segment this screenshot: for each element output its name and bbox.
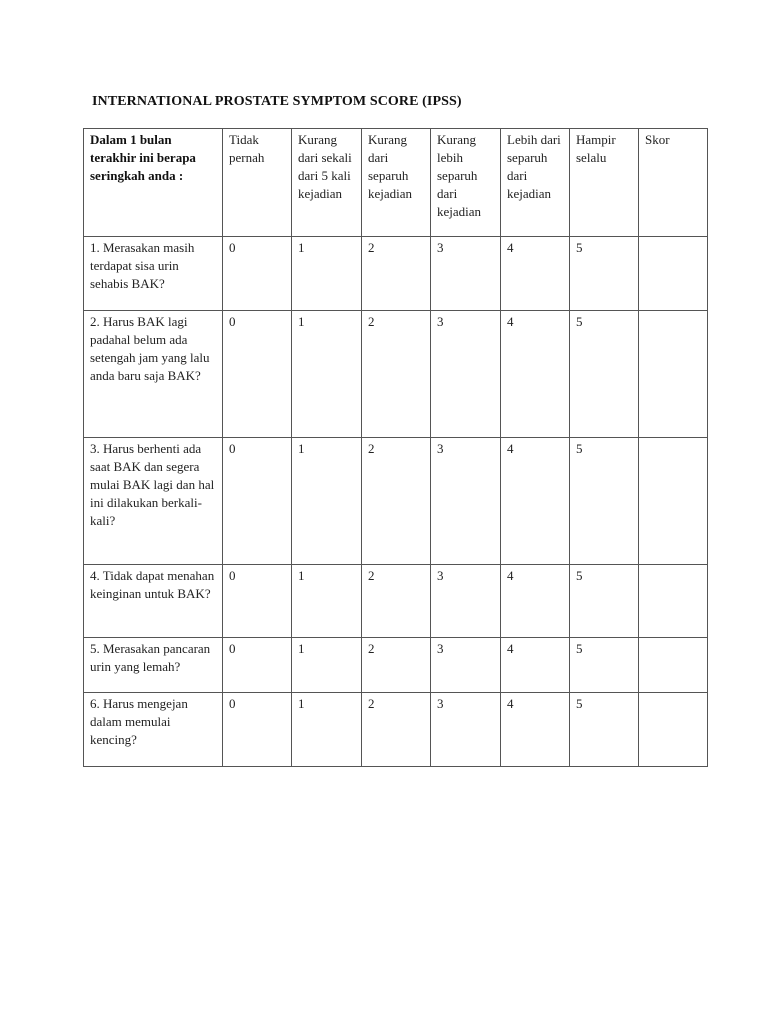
score-cell: 0 — [223, 638, 292, 693]
column-header-kurang-dari-sekali: Kurang dari sekali dari 5 kali kejadian — [292, 129, 362, 237]
question-cell: 4. Tidak dapat menahan keinginan untuk BAK? — [84, 565, 223, 638]
skor-cell[interactable] — [639, 311, 708, 438]
score-cell: 4 — [501, 693, 570, 767]
skor-cell[interactable] — [639, 638, 708, 693]
column-header-kurang-dari-separuh: Kurang dari separuh kejadian — [362, 129, 431, 237]
column-header-lebih-dari-separuh: Lebih dari separuh dari kejadian — [501, 129, 570, 237]
score-cell: 0 — [223, 693, 292, 767]
question-cell: 3. Harus berhenti ada saat BAK dan segera mulai BAK lagi dan hal ini dilakukan berkali-kali? — [84, 438, 223, 565]
score-cell: 1 — [292, 693, 362, 767]
question-cell: 5. Merasakan pancaran urin yang lemah? — [84, 638, 223, 693]
column-header-hampir-selalu: Hampir selalu — [570, 129, 639, 237]
score-cell: 5 — [570, 237, 639, 311]
score-cell: 5 — [570, 438, 639, 565]
score-cell: 4 — [501, 438, 570, 565]
score-cell: 5 — [570, 311, 639, 438]
score-cell: 4 — [501, 638, 570, 693]
score-cell: 0 — [223, 237, 292, 311]
question-header: Dalam 1 bulan terakhir ini berapa seringkah anda : — [84, 129, 223, 237]
score-cell: 2 — [362, 693, 431, 767]
score-cell: 1 — [292, 565, 362, 638]
score-cell: 2 — [362, 638, 431, 693]
skor-cell[interactable] — [639, 565, 708, 638]
score-cell: 2 — [362, 311, 431, 438]
column-header-skor: Skor — [639, 129, 708, 237]
column-header-kurang-lebih-separuh: Kurang lebih separuh dari kejadian — [431, 129, 501, 237]
skor-cell[interactable] — [639, 693, 708, 767]
table-row — [84, 638, 708, 693]
question-cell: 2. Harus BAK lagi padahal belum ada setengah jam yang lalu anda baru saja BAK? — [84, 311, 223, 438]
score-cell: 1 — [292, 438, 362, 565]
score-cell: 3 — [431, 638, 501, 693]
score-cell: 3 — [431, 237, 501, 311]
score-cell: 3 — [431, 693, 501, 767]
score-cell: 4 — [501, 565, 570, 638]
question-cell: 6. Harus mengejan dalam memulai kencing? — [84, 693, 223, 767]
score-cell: 1 — [292, 237, 362, 311]
score-cell: 2 — [362, 438, 431, 565]
score-cell: 2 — [362, 565, 431, 638]
table-row — [84, 693, 708, 767]
score-cell: 3 — [431, 565, 501, 638]
score-cell: 3 — [431, 438, 501, 565]
score-cell: 4 — [501, 237, 570, 311]
table-row — [84, 311, 708, 438]
table-row — [84, 438, 708, 565]
score-cell: 4 — [501, 311, 570, 438]
skor-cell[interactable] — [639, 438, 708, 565]
score-cell: 0 — [223, 311, 292, 438]
ipss-table — [83, 128, 708, 767]
column-header-tidak-pernah: Tidak pernah — [223, 129, 292, 237]
table-row — [84, 237, 708, 311]
question-cell: 1. Merasakan masih terdapat sisa urin sehabis BAK? — [84, 237, 223, 311]
page-title: INTERNATIONAL PROSTATE SYMPTOM SCORE (IPSS) — [92, 94, 462, 109]
table-header-row — [84, 129, 708, 237]
score-cell: 0 — [223, 565, 292, 638]
skor-cell[interactable] — [639, 237, 708, 311]
score-cell: 5 — [570, 693, 639, 767]
score-cell: 1 — [292, 638, 362, 693]
score-cell: 5 — [570, 638, 639, 693]
table-row — [84, 565, 708, 638]
score-cell: 2 — [362, 237, 431, 311]
score-cell: 3 — [431, 311, 501, 438]
score-cell: 0 — [223, 438, 292, 565]
score-cell: 5 — [570, 565, 639, 638]
score-cell: 1 — [292, 311, 362, 438]
